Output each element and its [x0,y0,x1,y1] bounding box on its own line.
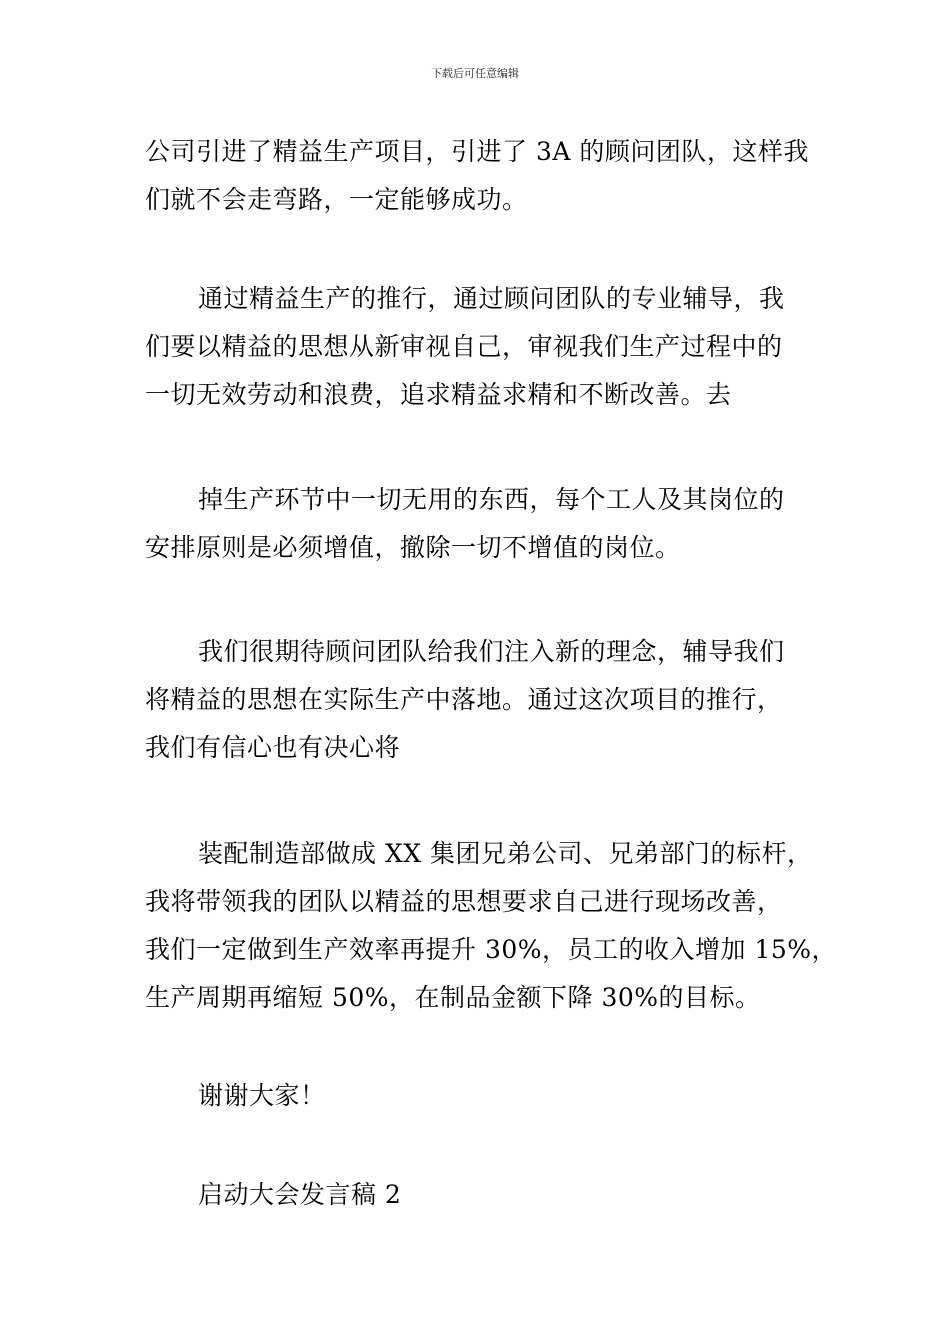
text-line: 启动大会发言稿 2 [198,1180,402,1209]
text-line: 通过精益生产的推行，通过顾问团队的专业辅导，我 [198,284,785,313]
text-line: 我们一定做到生产效率再提升 30%，员工的收入增加 15%， [145,935,838,964]
section-heading [145,1171,401,1219]
text-line: 们就不会走弯路，一定能够成功。 [145,185,528,214]
text-line: 安排原则是必须增值，撤除一切不增值的岗位。 [145,533,681,562]
page-header: 下载后可任意编辑 [431,67,519,80]
text-line: 们要以精益的思想从新审视自己，审视我们生产过程中的 [145,332,783,361]
text-line: 一切无效劳动和浪费，追求精益求精和不断改善。去 [145,380,732,409]
text-line: 将精益的思想在实际生产中落地。通过这次项目的推行， [145,685,783,714]
text-line: 我们有信心也有决心将 [145,733,401,762]
paragraph-5 [145,830,837,1022]
text-line: 生产周期再缩短 50%，在制品金额下降 30%的目标。 [145,983,761,1012]
paragraph-3 [145,476,785,572]
closing-thanks [145,1072,326,1120]
paragraph-4 [145,628,785,772]
text-line: 我们很期待顾问团队给我们注入新的理念，辅导我们 [198,637,785,666]
paragraph-1 [145,128,809,224]
text-line: 装配制造部做成 XX 集团兄弟公司、兄弟部门的标杆， [198,839,813,868]
text-line: 公司引进了精益生产项目，引进了 3A 的顾问团队，这样我 [145,137,809,166]
text-line: 谢谢大家！ [198,1081,326,1110]
paragraph-2 [145,275,785,419]
text-line: 掉生产环节中一切无用的东西，每个工人及其岗位的 [198,485,785,514]
text-line: 我将带领我的团队以精益的思想要求自己进行现场改善， [145,887,783,916]
